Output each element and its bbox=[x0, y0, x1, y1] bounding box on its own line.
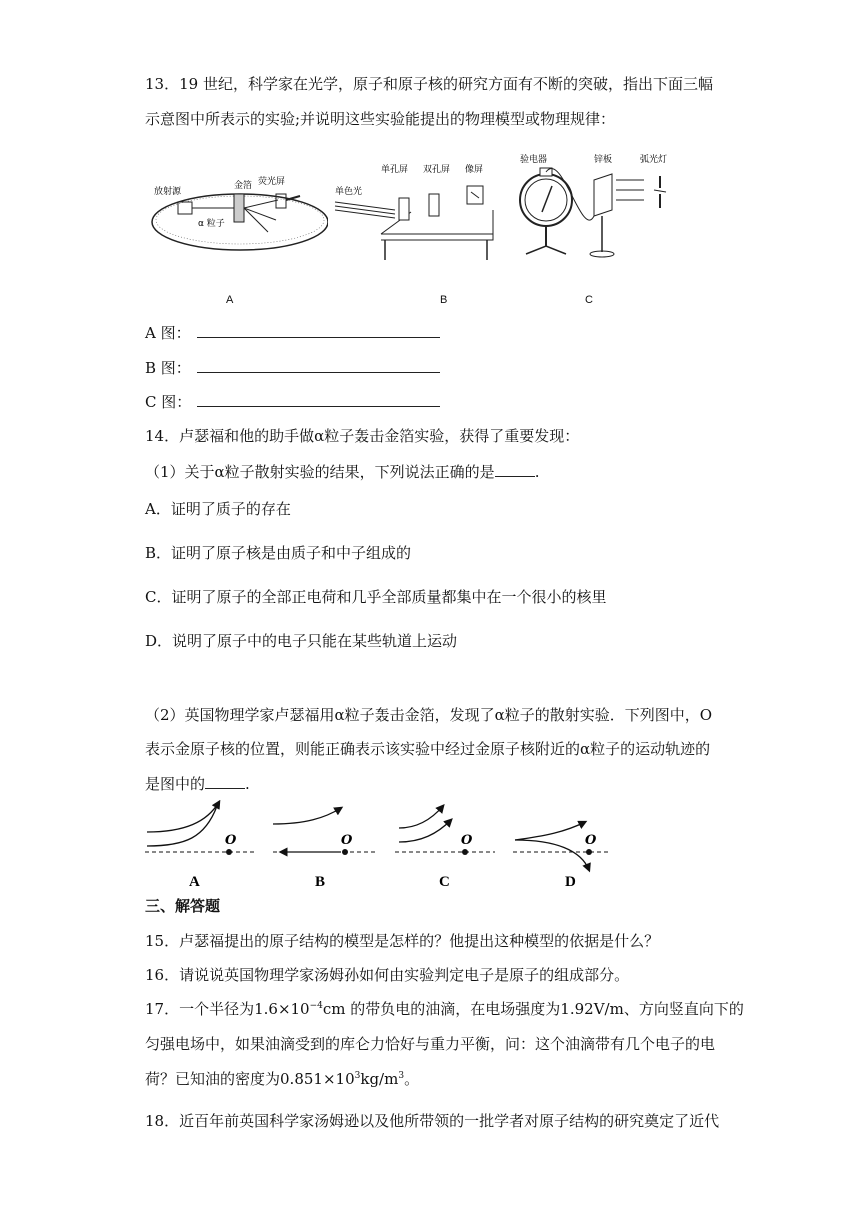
answer-c: C 图： bbox=[145, 391, 440, 412]
figure-a-rutherford-apparatus bbox=[148, 150, 328, 260]
label-image-screen: 像屏 bbox=[465, 165, 484, 175]
label-mono-light: 单色光 bbox=[335, 187, 363, 197]
label-single-hole: 单孔屏 bbox=[381, 165, 409, 175]
q16: 16．请说说英国物理学家汤姆孙如何由实验判定电子是原子的组成部分。 bbox=[145, 966, 630, 984]
q14-part2-blank[interactable] bbox=[205, 774, 245, 789]
nucleus-o-b: O bbox=[341, 833, 353, 848]
q14-intro: 14．卢瑟福和他的助手做α粒子轰击金箔实验，获得了重要发现： bbox=[145, 427, 580, 445]
q13-line1: 13．19 世纪，科学家在光学，原子和原子核的研究方面有不断的突破，指出下面三幅 bbox=[145, 75, 713, 93]
figure-c-caption: C bbox=[585, 294, 593, 306]
figure-c-photoelectric-apparatus bbox=[512, 150, 692, 270]
figure-b-double-slit-apparatus bbox=[333, 150, 503, 260]
q14-part2-line2: 表示金原子核的位置，则能正确表示该实验中经过金原子核附近的α粒子的运动轨迹的 bbox=[145, 740, 711, 758]
q14-option-d: D．说明了原子中的电子只能在某些轨道上运动 bbox=[145, 632, 458, 650]
q14-part1-blank[interactable] bbox=[495, 462, 535, 477]
caption-a: A bbox=[189, 874, 200, 890]
q17-line3: 荷？已知油的密度为$0.851\times 10^3kg/m^3$。 bbox=[145, 1070, 420, 1088]
q15: 15．卢瑟福提出的原子结构的模型是怎样的？他提出这种模型的依据是什么？ bbox=[145, 932, 660, 950]
nucleus-o-d: O bbox=[585, 833, 597, 848]
answer-b-blank[interactable] bbox=[197, 358, 440, 373]
label-foil: 金箔 bbox=[234, 181, 253, 191]
answer-a-blank[interactable] bbox=[197, 323, 440, 338]
label-zinc-plate: 锌板 bbox=[594, 155, 613, 165]
q14-part2-line1: （2）英国物理学家卢瑟福用α粒子轰击金箔，发现了α粒子的散射实验．下列图中，O bbox=[145, 706, 713, 724]
figure-a-caption: A bbox=[226, 294, 234, 306]
q18: 18．近百年前英国科学家汤姆逊以及他所带领的一批学者对原子结构的研究奠定了近代 bbox=[145, 1112, 720, 1130]
label-electroscope: 验电器 bbox=[520, 155, 548, 165]
label-arc-lamp: 弧光灯 bbox=[640, 155, 668, 165]
q14-option-a: A．证明了质子的存在 bbox=[145, 500, 291, 518]
label-double-hole: 双孔屏 bbox=[423, 165, 451, 175]
q14-option-c: C．证明了原子的全部正电荷和几乎全部质量都集中在一个很小的核里 bbox=[145, 588, 607, 606]
q14-option-b: B．证明了原子核是由质子和中子组成的 bbox=[145, 544, 412, 562]
label-screen: 荧光屏 bbox=[258, 177, 286, 187]
nucleus-o-c: O bbox=[461, 833, 473, 848]
figure-b-caption: B bbox=[440, 294, 448, 306]
q17-line1: 17．一个半径为$1.6\times 10^{-4}cm$ 的带负电的油滴，在电场强度为1.92V/m、方向竖直向下的 bbox=[145, 1000, 744, 1018]
nucleus-o-a: O bbox=[225, 833, 237, 848]
label-source: 放射源 bbox=[154, 187, 182, 197]
caption-b: B bbox=[315, 874, 326, 890]
trajectory-figures bbox=[145, 800, 615, 890]
label-alpha: α 粒子 bbox=[198, 219, 225, 229]
answer-c-blank[interactable] bbox=[197, 392, 440, 407]
caption-d: D bbox=[565, 874, 576, 890]
answer-b: B 图： bbox=[145, 357, 440, 378]
section-title: 三、解答题 bbox=[145, 897, 221, 915]
q13-line2: 示意图中所表示的实验;并说明这些实验能提出的物理模型或物理规律： bbox=[145, 110, 616, 128]
q14-part2-line3: 是图中的 . bbox=[145, 775, 250, 793]
q14-part1: （1）关于α粒子散射实验的结果，下列说法正确的是 . bbox=[145, 463, 540, 481]
q17-line2: 匀强电场中，如果油滴受到的库仑力恰好与重力平衡，问：这个油滴带有几个电子的电 bbox=[145, 1035, 716, 1053]
answer-a: A 图： bbox=[145, 322, 440, 343]
caption-c: C bbox=[439, 874, 450, 890]
